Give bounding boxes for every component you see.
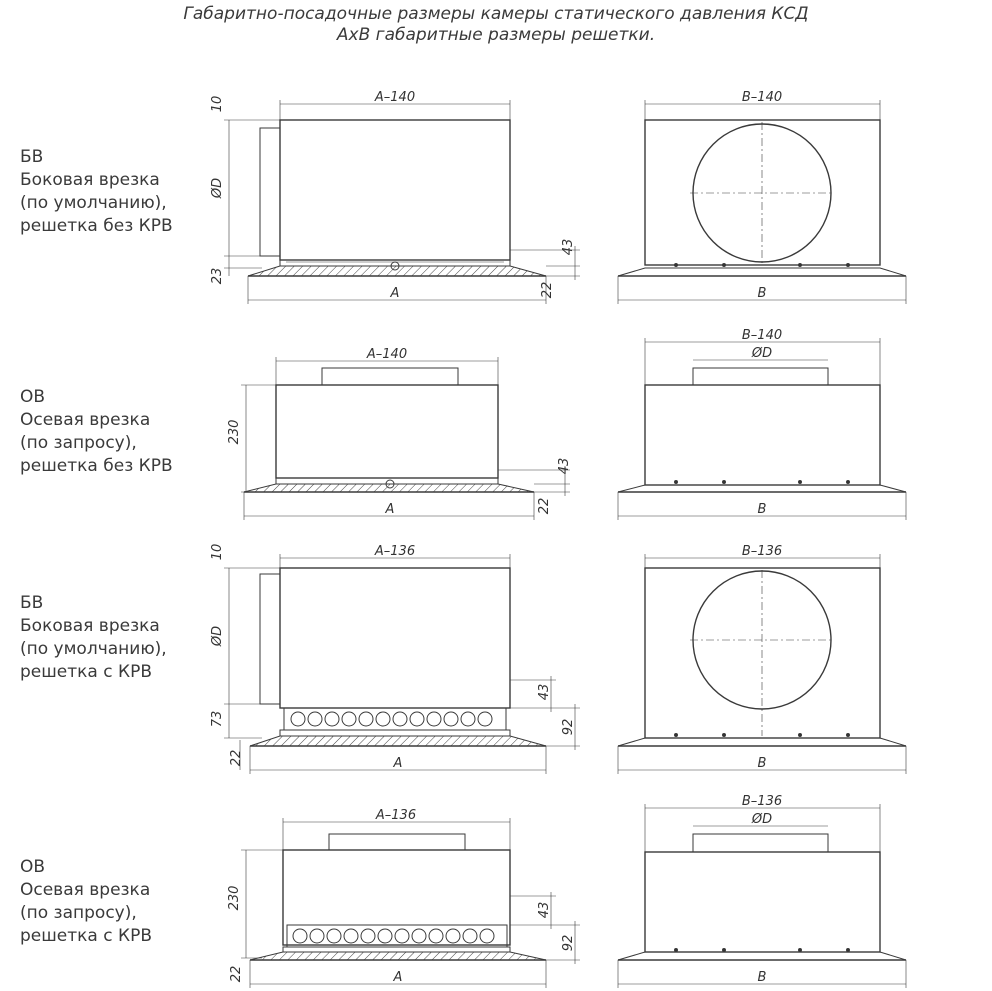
row-2-dim-top: A–140 [366, 347, 408, 362]
row-1-dim-bottom: A [390, 286, 400, 301]
row-1-dim-top: A–140 [374, 90, 416, 105]
row-3-front-dim-bottom: B [757, 756, 767, 771]
row-2-dim-22: 22 [537, 497, 552, 515]
row-4-line2: (по запросу), [20, 903, 137, 923]
row-4-dim-22: 22 [229, 965, 244, 983]
row-3-dim-d: ØD [210, 625, 225, 647]
row-1-dim-d: ØD [210, 177, 225, 199]
row-3-dim-10: 10 [210, 543, 225, 561]
row-1-dim-23: 23 [210, 267, 225, 285]
row-1-side-view [224, 100, 580, 304]
row-3-dim-22: 22 [229, 749, 244, 767]
row-3-dim-top: A–136 [374, 544, 416, 559]
row-3-dim-43: 43 [537, 683, 552, 701]
row-2-dim-43: 43 [557, 457, 572, 475]
row-1-front-dim-bottom: B [757, 286, 767, 301]
row-4-dim-230: 230 [227, 885, 242, 911]
row-2-dim-230: 230 [227, 419, 242, 445]
row-1-line2: (по умолчанию), [20, 193, 167, 213]
row-4-dim-top: A–136 [375, 808, 417, 823]
row-2-front-view [618, 338, 906, 520]
row-3-side-view [224, 554, 580, 774]
row-1-dim-10: 10 [210, 95, 225, 113]
row-3-line1: Боковая врезка [20, 616, 160, 636]
row-1-code: БВ [20, 147, 44, 167]
row-4-code: ОВ [20, 857, 46, 877]
row-2-dim-bottom: A [385, 502, 395, 517]
row-3-code: БВ [20, 593, 44, 613]
row-4-line3: решетка с КРВ [20, 926, 152, 946]
row-4-front-dim-top: B–136 [741, 794, 783, 809]
row-3-line2: (по умолчанию), [20, 639, 167, 659]
row-1-front-view [618, 100, 906, 304]
title-line-2: АхВ габаритные размеры решетки. [336, 25, 656, 45]
row-2-line3: решетка без КРВ [20, 456, 173, 476]
row-2-front-dim-top: B–140 [741, 328, 783, 343]
row-2-line1: Осевая врезка [20, 410, 151, 430]
row-4-dim-bottom: A [393, 970, 403, 985]
row-4-front-dim-bottom: B [757, 970, 767, 985]
row-4-dim-43: 43 [537, 901, 552, 919]
row-1-line1: Боковая врезка [20, 170, 160, 190]
row-3-dim-73: 73 [210, 710, 225, 728]
row-3-front-view [618, 554, 906, 774]
row-3-line3: решетка с КРВ [20, 662, 152, 682]
row-2-front-dim-d: ØD [751, 346, 773, 361]
row-2-front-dim-bottom: B [757, 502, 767, 517]
row-1-dim-22: 22 [540, 281, 555, 299]
row-4-line1: Осевая врезка [20, 880, 151, 900]
row-4-front-dim-d: ØD [751, 812, 773, 827]
title-line-1: Габаритно-посадочные размеры камеры статического давления КСД [183, 4, 809, 24]
row-1-line3: решетка без КРВ [20, 216, 173, 236]
row-3-front-dim-top: B–136 [741, 544, 783, 559]
row-4-side-view [241, 818, 580, 988]
row-4-front-view [618, 804, 906, 988]
row-2-line2: (по запросу), [20, 433, 137, 453]
row-3-dim-bottom: A [393, 756, 403, 771]
row-3-valve-circles [291, 712, 492, 726]
row-4-dim-92: 92 [561, 934, 576, 952]
row-2-code: ОВ [20, 387, 46, 407]
row-4-valve-circles [293, 929, 494, 943]
row-1-dim-43: 43 [561, 238, 576, 256]
row-3-dim-92: 92 [561, 718, 576, 736]
row-1-front-dim-top: B–140 [741, 90, 783, 105]
row-2-side-view [241, 357, 570, 520]
